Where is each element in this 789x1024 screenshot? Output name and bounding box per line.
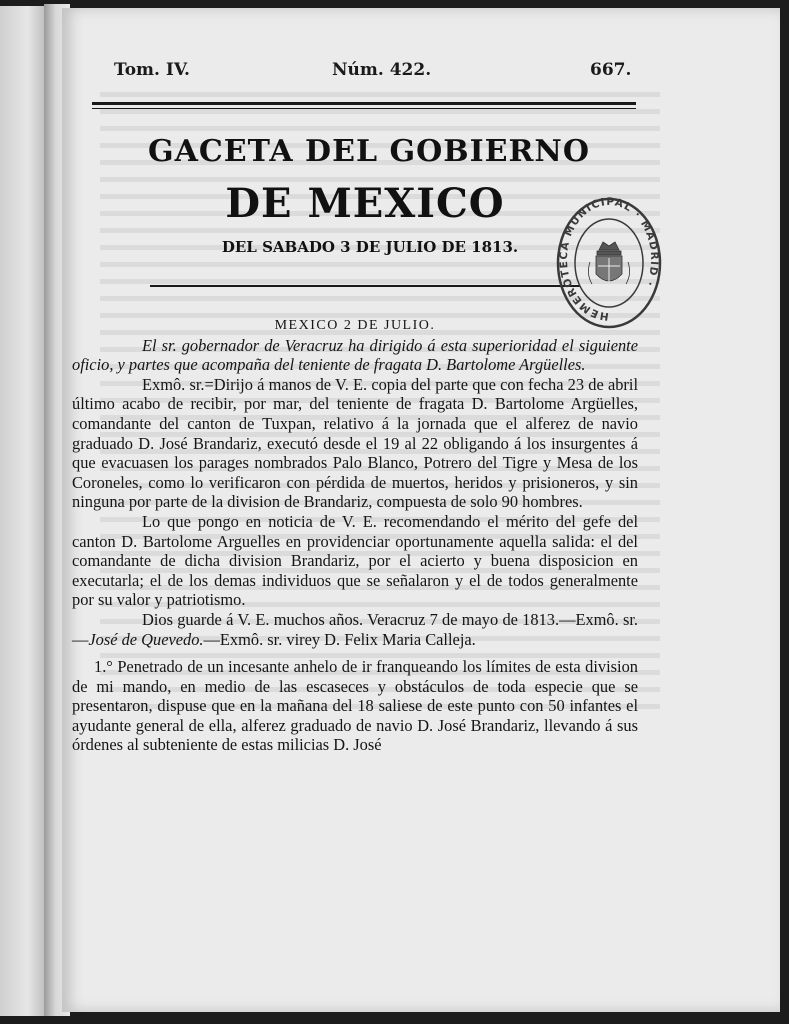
paragraph-3 (72, 610, 638, 649)
page-number: 667. (590, 60, 632, 80)
paragraph-4: 1.° Penetrado de un incesante anhelo de ir franqueando los límites de esta division de mi mando, en medio de las escaseces y obstáculos de toda especie que se presentaron, dispuse que en la mañana del 18 saliese de este punto con 50 infantes el ayudante general de ella, alferez graduado de navio D. José Brandariz, llevando á sus órdenes al subteniente de estas milicias D. José (72, 657, 638, 755)
running-header (114, 60, 630, 86)
masthead-line-1: GACETA DEL GOBIERNO (148, 134, 590, 169)
article-body (72, 316, 638, 755)
header-rule-top (92, 102, 636, 105)
signer-name: José de Quevedo. (88, 629, 204, 649)
article-intro: El sr. gobernador de Veracruz ha dirigido á esta superioridad el siguiente oficio, y partes que acompaña del teniente de fragata D. Bartolome Argüelles. (72, 335, 638, 375)
article-dateline: MEXICO 2 DE JULIO. (274, 318, 436, 333)
volume-number: Tom. IV. (114, 60, 190, 80)
paragraph-3-end: —Exmô. sr. virey D. Felix Maria Calleja. (203, 629, 476, 649)
issue-date: DEL SABADO 3 DE JULIO DE 1813. (221, 238, 519, 256)
header-rule-bottom (92, 108, 636, 109)
facing-page-edge (0, 6, 46, 1016)
masthead-rule (150, 285, 580, 287)
paragraph-3-start: Dios guarde á V. E. muchos años. Veracruz 7 de mayo de 1813.—Exmô. sr.— (72, 609, 638, 649)
library-stamp (556, 196, 662, 330)
paragraph-2: Lo que pongo en noticia de V. E. recomendando el mérito del gefe del canton D. Bartolome Arguelles en providenciar oportunamente aquella salida: el del comandante de dicha division Brandariz, por el acierto y buena disposicion en executarla; el de los demas individuos que se señalaron y el de todos generalmente por su valor y patriotismo. (72, 511, 638, 610)
issue-number: Núm. 422. (332, 60, 432, 80)
paragraph-1: Exmô. sr.=Dirijo á manos de V. E. copia del parte que con fecha 23 de abril último acabo de recibir, por mar, del teniente de fragata D. Bartolome Argüelles, comandante del canton de Tuxpan, relativo á la jornada que el alferez de navio graduado D. José Brandariz, executó desde el 19 al 22 obligando á los insurgentes á que evacuasen los parages nombrados Palo Blanco, Potrero del Tigre y Mesa de los Coroneles, como lo verificaron con pérdida de muertos, heridos y prisioneros, y sin ninguna por parte de la division de Brandariz, compuesta de solo 90 hombres. (72, 374, 638, 512)
coat-of-arms-icon (588, 242, 629, 284)
masthead-line-2: DE MEXICO (225, 180, 505, 227)
stamp-text: HEMEROTECA MUNICIPAL · MADRID · (557, 196, 661, 323)
